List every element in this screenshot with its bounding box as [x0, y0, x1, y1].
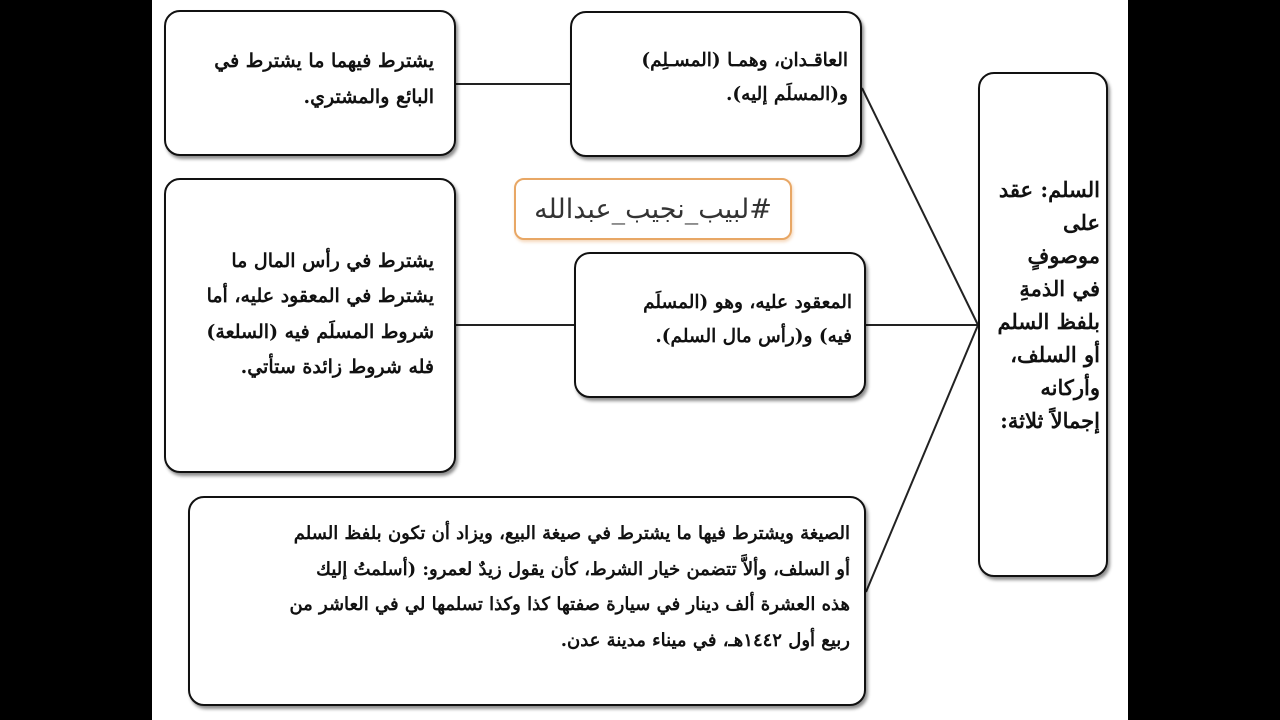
parties-box	[570, 11, 862, 157]
parties-note-text: يشترط فيهما ما يشترط في البائع والمشتري.	[214, 50, 434, 109]
object-note-box	[164, 178, 456, 473]
hashtag-text: #لبيب_نجيب_عبدالله	[534, 193, 772, 225]
connector-main-to-parties	[862, 88, 978, 325]
hashtag-label	[514, 178, 792, 240]
main-definition-box	[978, 72, 1108, 577]
connector-main-to-formula	[866, 325, 978, 592]
formula-box	[188, 496, 866, 706]
formula-text: الصيغة ويشترط فيها ما يشترط في صيغة البيع، ويزاد أن تكون بلفظ السلم أو السلف، وألاَّ تتضمن خيار الشرط، كأن يقول زيدٌ لعمرو: (أسلمتُ إليك هذه العشرة ألف دينار في سيارة صفتها كذا وكذا تسلمها لي في العاشر من ربيع أول ١٤٤٢هـ، في ميناء مدينة عدن.	[289, 523, 850, 651]
parties-note-box	[164, 10, 456, 156]
diagram-canvas	[152, 0, 1128, 720]
main-definition-text: السلم: عقد على موصوفٍ في الذمةِ بلفظ السلم أو السلف، وأركانه إجمالاً ثلاثة:	[997, 177, 1100, 433]
parties-text: العاقـدان، وهمـا (المسـلِم) و(المسلَم إليه).	[641, 50, 848, 106]
object-note-text: يشترط في رأس المال ما يشترط في المعقود عليه، أما شروط المسلَم فيه (السلعة) فله شروط زائدة ستأتي.	[206, 250, 434, 378]
object-text: المعقود عليه، وهو (المسلَم فيه) و(رأس مال السلم).	[643, 292, 852, 348]
object-box	[574, 252, 866, 398]
